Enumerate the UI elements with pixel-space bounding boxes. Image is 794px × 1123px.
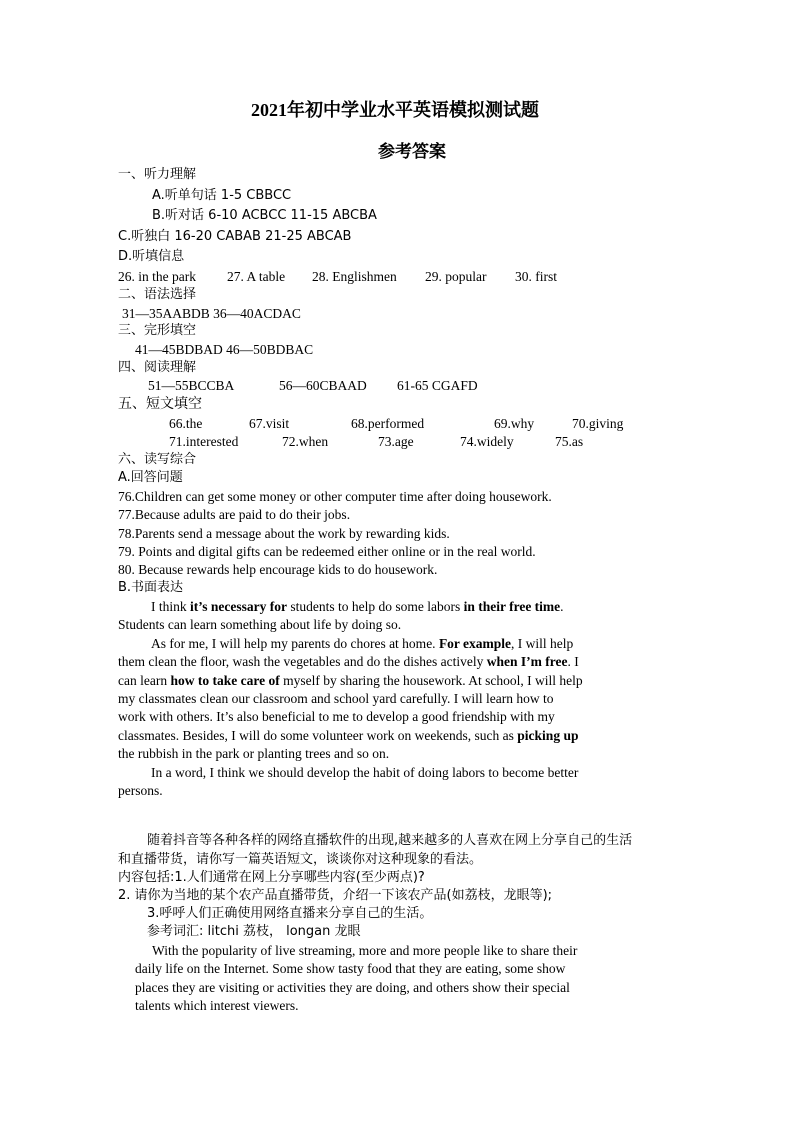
reading-answers bbox=[148, 377, 478, 395]
answer-77: 77.Because adults are paid to do their jobs. bbox=[118, 507, 351, 522]
essay-bold-phrase: it’s necessary for bbox=[190, 599, 287, 614]
listening-part-c: C.听独白 16-20 CABAB 21-25 ABCAB bbox=[118, 229, 352, 244]
answer-76: 76.Children can get some money or other computer time after doing housework. bbox=[118, 489, 552, 504]
essay-line-9: the rubbish in the park or planting trees and so on. bbox=[118, 746, 390, 761]
answer-item: 30. first bbox=[515, 269, 557, 284]
task-vocabulary: 参考词汇: litchi 荔枝， longan 龙眼 bbox=[147, 924, 361, 939]
page-subtitle: 参考答案 bbox=[378, 142, 446, 161]
listening-part-a: A.听单句话 1-5 CBBCC bbox=[152, 188, 292, 203]
section-listening-heading: 一、听力理解 bbox=[118, 167, 197, 182]
essay-bold-phrase: picking up bbox=[517, 728, 579, 743]
essay-bold-phrase: when I’m free bbox=[486, 654, 568, 669]
listening-part-b: B.听对话 6-10 ACBCC 11-15 ABCBA bbox=[152, 208, 377, 223]
essay-bold-phrase: For example bbox=[438, 636, 512, 651]
task-content-intro: 内容包括:1.人们通常在网上分享哪些内容(至少两点)? bbox=[118, 870, 425, 885]
essay-line-6: my classmates clean our classroom and school yard carefully. I will learn how to bbox=[118, 691, 554, 706]
answer-item: 56—60CBAAD bbox=[279, 378, 367, 393]
essay-line-5 bbox=[118, 672, 583, 690]
task-essay-line-1: With the popularity of live streaming, more and more people like to share their bbox=[152, 943, 578, 958]
essay-line-7: work with others. It’s also beneficial to me to develop a good friendship with my bbox=[118, 709, 555, 724]
answer-item: 28. Englishmen bbox=[312, 269, 397, 284]
essay-line-3 bbox=[151, 635, 573, 653]
task-essay-line-4: talents which interest viewers. bbox=[135, 998, 299, 1013]
essay-line-10: In a word, I think we should develop the habit of doing labors to become better bbox=[151, 765, 579, 780]
answer-item: 68.performed bbox=[351, 416, 425, 431]
essay-bold-phrase: in their free time bbox=[463, 599, 561, 614]
listening-part-d-heading: D.听填信息 bbox=[118, 249, 185, 264]
essay-text: students to help do some labors bbox=[286, 599, 464, 614]
answer-79: 79. Points and digital gifts can be redeemed either online or in the real world. bbox=[118, 544, 536, 559]
answer-item: 27. A table bbox=[227, 269, 286, 284]
answer-item: 67.visit bbox=[249, 416, 290, 431]
task-essay-line-2: daily life on the Internet. Some show tasty food that they are eating, some show bbox=[135, 961, 566, 976]
essay-text: As for me, I will help my parents do chores at home. bbox=[151, 636, 439, 651]
essay-text: , I will help bbox=[511, 636, 574, 651]
page-title: 2021年初中学业水平英语模拟测试题 bbox=[251, 100, 539, 120]
answer-80: 80. Because rewards help encourage kids to do housework. bbox=[118, 562, 438, 577]
answer-item: 69.why bbox=[494, 416, 535, 431]
essay-bold-phrase: how to take care of bbox=[170, 673, 280, 688]
essay-line-4 bbox=[118, 653, 579, 671]
answer-item: 72.when bbox=[282, 434, 329, 449]
answer-item: 51—55BCCBA bbox=[148, 378, 235, 393]
answer-78: 78.Parents send a message about the work by rewarding kids. bbox=[118, 526, 450, 541]
answer-item: 61-65 CGAFD bbox=[397, 378, 478, 393]
writing-heading: B.书面表达 bbox=[118, 580, 184, 595]
task-prompt-line-2: 和直播带货，请你写一篇英语短文，谈谈你对这种现象的看法。 bbox=[118, 852, 483, 867]
task-content-point-2: 2. 请你为当地的某个农产品直播带货，介绍一下该农产品(如荔枝，龙眼等); bbox=[118, 888, 553, 903]
essay-line-1 bbox=[151, 598, 564, 616]
essay-line-8 bbox=[118, 727, 578, 745]
section-cloze-heading: 三、完形填空 bbox=[118, 323, 197, 338]
answer-item: 74.widely bbox=[460, 434, 514, 449]
task-essay-line-3: places they are visiting or activities they are doing, and others show their special bbox=[135, 980, 570, 995]
section-reading-writing-heading: 六、读写综合 bbox=[118, 452, 197, 467]
essay-text: I think bbox=[151, 599, 190, 614]
essay-text: . bbox=[560, 599, 564, 614]
passage-fill-row-1 bbox=[169, 415, 623, 433]
answer-questions-heading: A.回答问题 bbox=[118, 470, 183, 485]
section-reading-heading: 四、阅读理解 bbox=[118, 360, 197, 375]
answer-item: 73.age bbox=[378, 434, 414, 449]
essay-text: myself by sharing the housework. At school, I will help bbox=[279, 673, 583, 688]
grammar-answers: 31—35AABDB 36—40ACDAC bbox=[122, 306, 301, 321]
answer-item: 70.giving bbox=[572, 416, 624, 431]
essay-line-2: Students can learn something about life by doing so. bbox=[118, 617, 402, 632]
listening-part-d-answers bbox=[118, 268, 557, 286]
essay-line-11: persons. bbox=[118, 783, 163, 798]
task-content-point-3: 3.呼呼人们正确使用网络直播来分享自己的生活。 bbox=[147, 906, 433, 921]
answer-item: 75.as bbox=[555, 434, 584, 449]
task-prompt-line-1: 随着抖音等各种各样的网络直播软件的出现,越来越多的人喜欢在网上分享自己的生活 bbox=[147, 833, 633, 848]
cloze-answers: 41—45BDBAD 46—50BDBAC bbox=[135, 342, 314, 357]
essay-text: can learn bbox=[118, 673, 171, 688]
answer-item: 29. popular bbox=[425, 269, 487, 284]
answer-item: 66.the bbox=[169, 416, 203, 431]
answer-item: 26. in the park bbox=[118, 269, 196, 284]
essay-text: them clean the floor, wash the vegetables and do the dishes actively bbox=[118, 654, 487, 669]
passage-fill-row-2 bbox=[169, 433, 583, 451]
answer-item: 71.interested bbox=[169, 434, 239, 449]
essay-text: . I bbox=[567, 654, 579, 669]
essay-text: classmates. Besides, I will do some volunteer work on weekends, such as bbox=[118, 728, 518, 743]
section-passage-fill-heading: 五、短文填空 bbox=[118, 396, 202, 412]
section-grammar-heading: 二、语法选择 bbox=[118, 287, 197, 302]
